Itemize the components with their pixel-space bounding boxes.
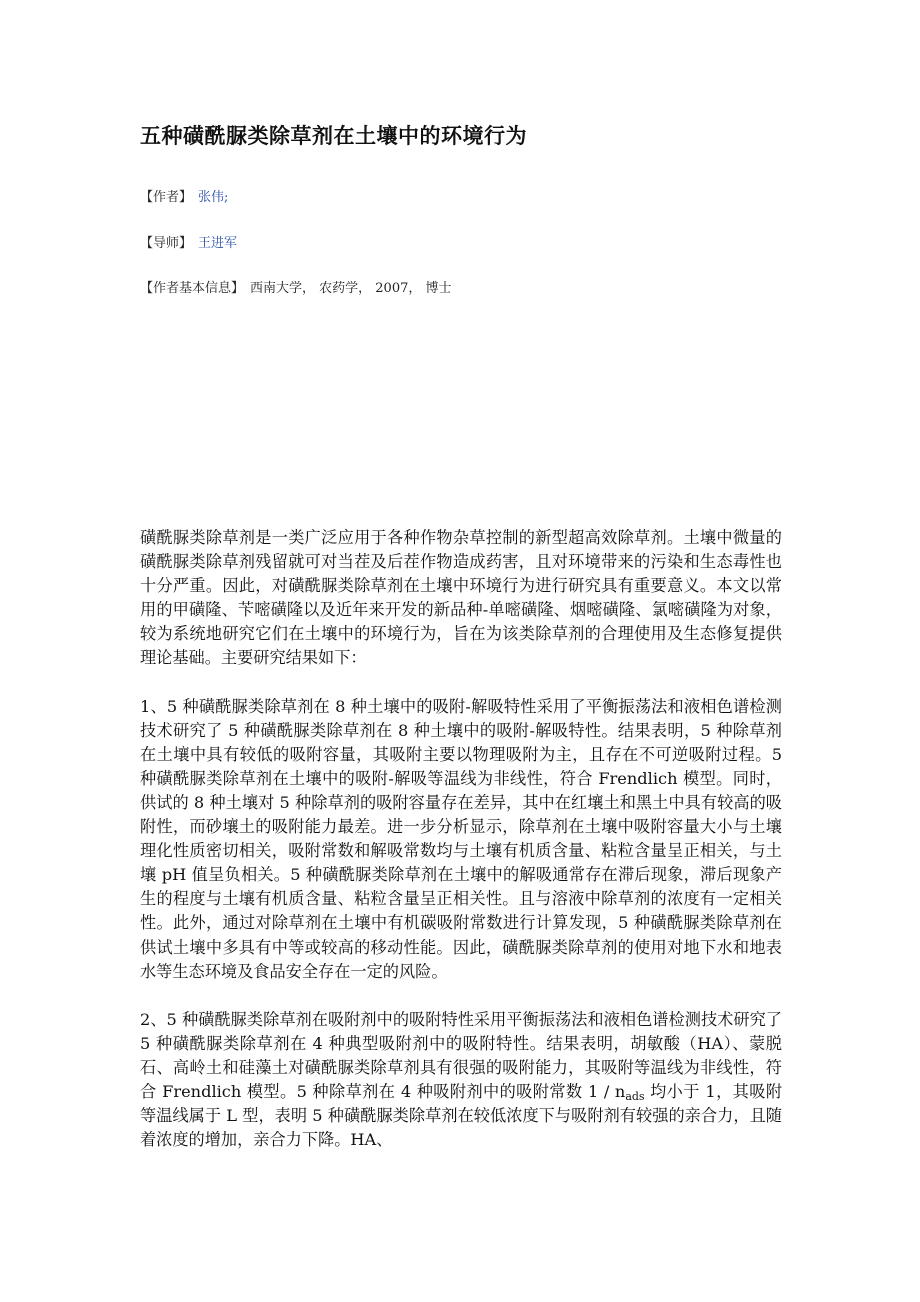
abstract-paragraph-2-part2: 均小于 1，其吸附等温线属于 L 型，表明 5 种磺酰脲类除草剂在较低浓度下与吸附剂有较强的亲合力，且随着浓度的增加，亲合力下降。HA、 [140, 1081, 783, 1150]
abstract-body [140, 526, 782, 1176]
advisor-label: 【导师】 [140, 236, 193, 251]
abstract-paragraph-1: 1、5 种磺酰脲类除草剂在 8 种土壤中的吸附-解吸特性采用了平衡振荡法和液相色谱检测技术研究了 5 种磺酰脲类除草剂在 8 种土壤中的吸附-解吸特性。结果表明，5 种除草剂在土壤中具有较低的吸附容量，其吸附主要以物理吸附为主，且存在不可逆吸附过程。5 种磺酰脲类除草剂在土壤中的吸附-解吸等温线为非线性，符合 Frendlich 模型。同时，供试的 8 种土壤对 5 种除草剂的吸附容量存在差异，其中在红壤土和黑土中具有较高的吸附性，而砂壤土的吸附能力最差。进一步分析显示，除草剂在土壤中吸附容量大小与土壤理化性质密切相关，吸附常数和解吸常数均与土壤有机质含量、粘粒含量呈正相关，与土壤 pH 值呈负相关。5 种磺酰脲类除草剂在土壤中的解吸通常存在滞后现象，滞后现象产生的程度与土壤有机质含量、粘粒含量呈正相关性。且与溶液中除草剂的浓度有一定相关性。此外，通过对除草剂在土壤中有机碳吸附常数进行计算发现，5 种磺酰脲类除草剂在供试土壤中多具有中等或较高的移动性能。因此，磺酰脲类除草剂的使用对地下水和地表水等生态环境及食品安全存在一定的风险。 [140, 696, 782, 981]
abstract-paragraph-intro: 磺酰脲类除草剂是一类广泛应用于各种作物杂草控制的新型超高效除草剂。土壤中微量的磺酰脲类除草剂残留就可对当茬及后茬作物造成药害，且对环境带来的污染和生态毒性也十分严重。因此，对磺酰脲类除草剂在土壤中环境行为进行研究具有重要意义。本文以常用的甲磺隆、苄嘧磺隆以及近年来开发的新品种-单嘧磺隆、烟嘧磺隆、氯嘧磺隆为对象，较为系统地研究它们在土壤中的环境行为，旨在为该类除草剂的合理使用及生态修复提供理论基础。主要研究结果如下： [140, 528, 782, 668]
abstract-paragraph-2-part1: 2、5 种磺酰脲类除草剂在吸附剂中的吸附特性采用平衡振荡法和液相色谱检测技术研究了 5 种磺酰脲类除草剂在 4 种典型吸附剂中的吸附特性。结果表明，胡敏酸（HA）、蒙脱石、高岭土和硅藻土对磺酰脲类除草剂具有很强的吸附能力，其吸附等温线为非线性，符合 Frendlich 模型。5 种除草剂在 4 种吸附剂中的吸附常数 1 / n [140, 1009, 782, 1101]
author-info-value: 西南大学， 农药学， 2007， 博士 [250, 281, 452, 296]
advisor-row [140, 232, 237, 251]
advisor-link[interactable]: 王进军 [198, 236, 238, 251]
author-info-label: 【作者基本信息】 [140, 281, 245, 296]
subscript-ads: ads [625, 1089, 645, 1103]
author-row [140, 186, 228, 205]
page-title: 五种磺酰脲类除草剂在土壤中的环境行为 [140, 123, 527, 148]
abstract-paragraph-2 [140, 1008, 782, 1153]
author-label: 【作者】 [140, 190, 193, 205]
author-link[interactable]: 张伟; [198, 190, 229, 205]
author-info-row [140, 277, 452, 296]
